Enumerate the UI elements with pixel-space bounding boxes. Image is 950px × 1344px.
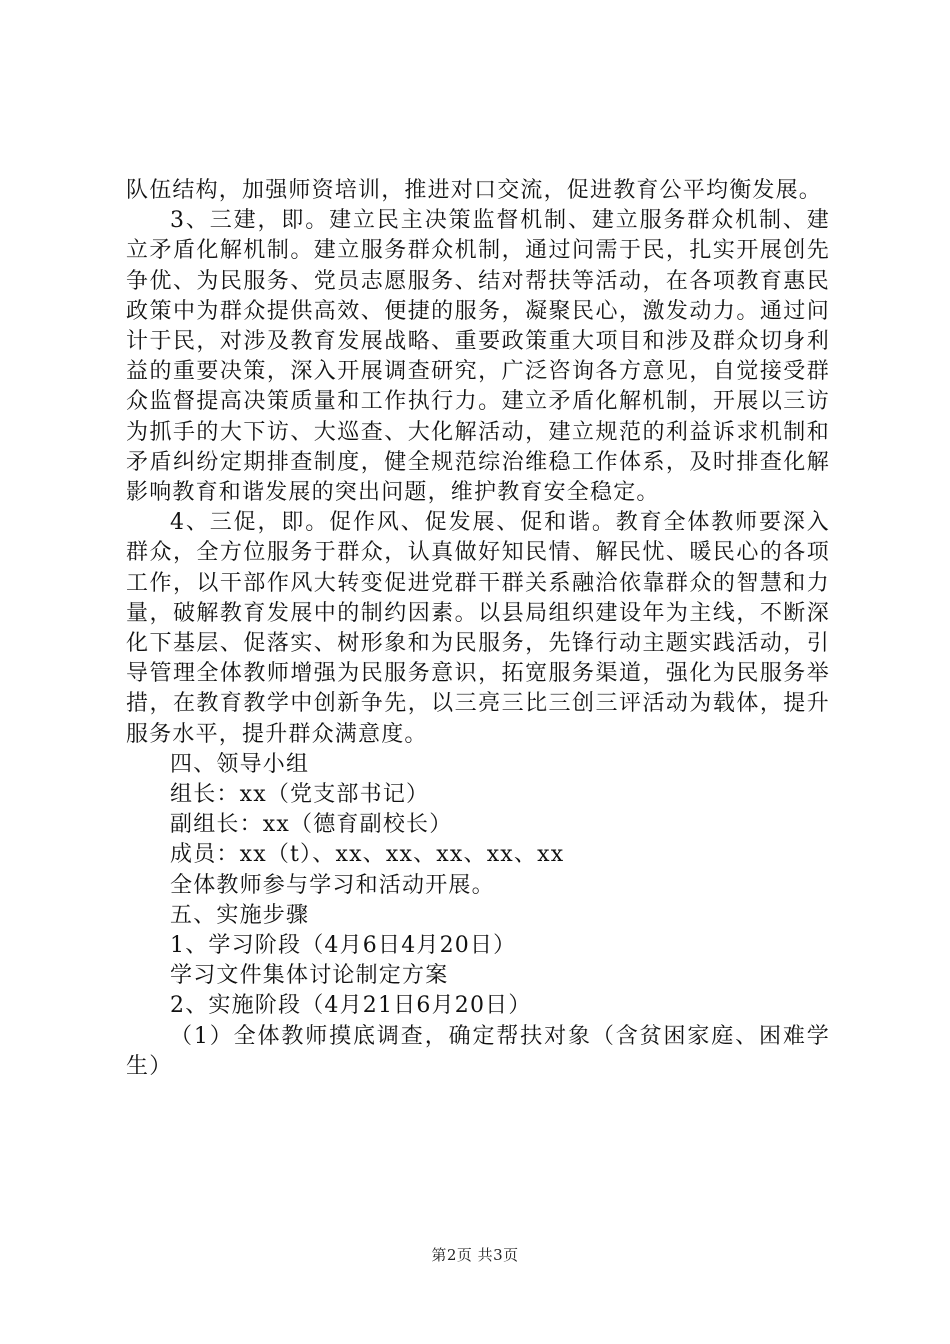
participants-line: 全体教师参与学习和活动开展。 bbox=[170, 872, 495, 898]
deputy-leader-line: 副组长：xx（德育副校长） bbox=[170, 812, 453, 838]
members-line: 成员：xx（t）、xx、xx、xx、xx、xx bbox=[170, 842, 565, 868]
leader-line: 组长：xx（党支部书记） bbox=[170, 782, 430, 808]
paragraph-three-promote: 4、三促，即。促作风、促发展、促和谐。教育全体教师要深入群众，全方位服务于群众，认真做好知民情、解民忧、暖民心的各项工作，以干部作风大转变促进党群干群关系融洽依靠群众的智慧和力量，破解教育发展中的制约因素。以县局组织建设年为主线，不断深化下基层、促落实、树形象和为民服务，先锋行动主题实践活动，引导管理全体教师增强为民服务意识，拓宽服务渠道，强化为民服务举措，在教育教学中创新争先，以三亮三比三创三评活动为载体，提升服务水平，提升群众满意度。 bbox=[126, 510, 830, 747]
paragraph-continuation: 队伍结构，加强师资培训，推进对口交流，促进教育公平均衡发展。 bbox=[126, 178, 823, 203]
section-heading-steps: 五、实施步骤 bbox=[170, 902, 310, 928]
step-implementation-phase: 2、实施阶段（4月21日6月20日） bbox=[170, 993, 532, 1019]
paragraph-three-build: 3、三建，即。建立民主决策监督机制、建立服务群众机制、建立矛盾化解机制。建立服务群众机制，通过问需于民，扎实开展创先争优、为民服务、党员志愿服务、结对帮扶等活动，在各项教育惠民政策中为群众提供高效、便捷的服务，凝聚民心，激发动力。通过问计于民，对涉及教育发展战略、重要政策重大项目和涉及群众切身利益的重要决策，深入开展调查研究，广泛咨询各方意见，自觉接受群众监督提高决策质量和工作执行力。建立矛盾化解机制，开展以三访为抓手的大下访、大巡查、大化解活动，建立规范的利益诉求机制和矛盾纠纷定期排查制度，健全规范综治维稳工作体系，及时排查化解影响教育和谐发展的突出问题，维护教育安全稳定。 bbox=[126, 208, 830, 506]
document-body bbox=[126, 176, 830, 1082]
page-footer: 第2页 共3页 bbox=[431, 1246, 519, 1264]
section-heading-leadership: 四、领导小组 bbox=[170, 751, 310, 777]
step-study-detail: 学习文件集体讨论制定方案 bbox=[170, 963, 449, 989]
step-implementation-detail: （1）全体教师摸底调查，确定帮扶对象（含贫困家庭、困难学生） bbox=[126, 1023, 830, 1079]
step-study-phase: 1、学习阶段（4月6日4月20日） bbox=[170, 933, 517, 959]
